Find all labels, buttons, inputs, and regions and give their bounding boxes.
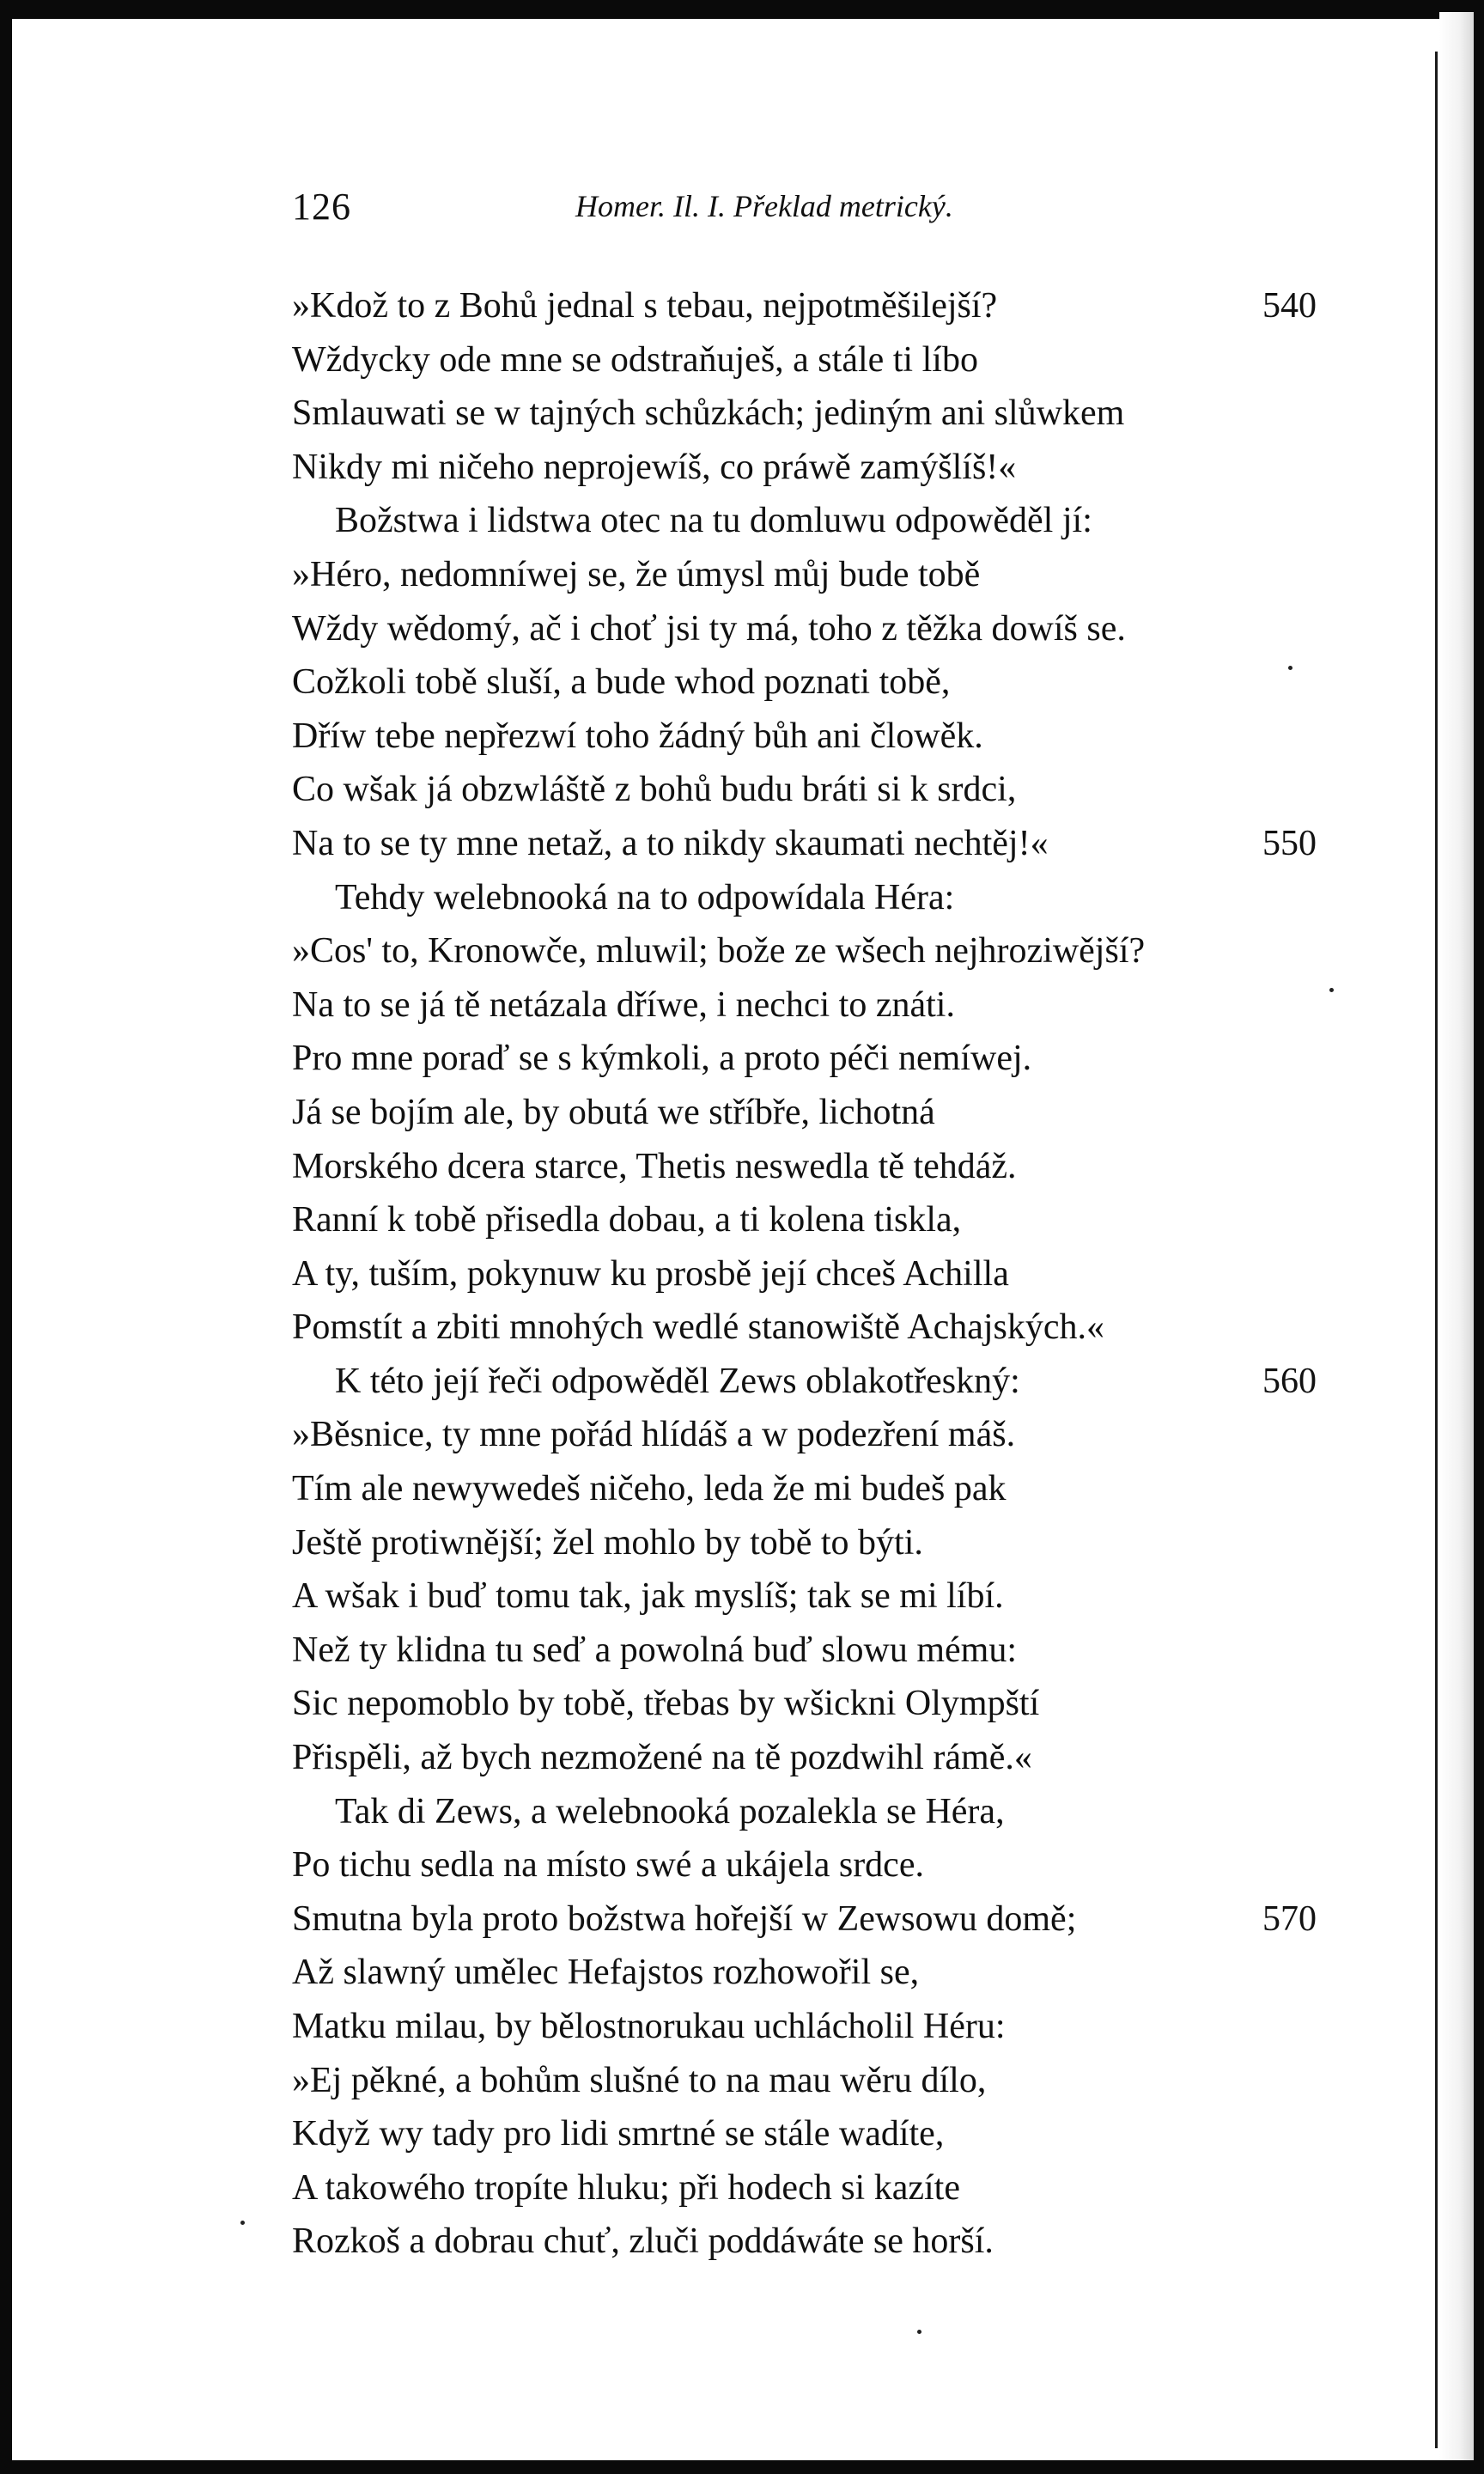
verse-text: Co wšak já obzwláště z bohů budu bráti si k srdci, xyxy=(292,770,1017,810)
verse-line xyxy=(292,494,1340,548)
verse-line xyxy=(292,2215,1340,2269)
verse-line xyxy=(292,1785,1340,1839)
running-title: Homer. Il. I. Překlad metrický. xyxy=(575,189,953,223)
verse-line xyxy=(292,1624,1340,1678)
verse-text: Tak di Zews, a welebnooká pozalekla se Héra, xyxy=(335,1791,1005,1831)
verse-text: Než ty klidna tu seď a powolná buď slowu mému: xyxy=(292,1630,1017,1670)
verse-text: Božstwa i lidstwa otec na tu domluwu odpowěděl jí: xyxy=(335,501,1092,541)
verse-line xyxy=(292,2107,1340,2161)
verse-line xyxy=(292,763,1340,817)
verse-line xyxy=(292,1731,1340,1785)
verse-text: Wždycky ode mne se odstraňuješ, a stále ti líbo xyxy=(292,339,978,380)
verse-line xyxy=(292,1140,1340,1194)
verse-line xyxy=(292,441,1340,495)
verse-line xyxy=(292,655,1340,710)
verse-text: Na to se já tě netázala dříwe, i nechci to znáti. xyxy=(292,984,955,1025)
verse-line xyxy=(292,1247,1340,1301)
verse-text: Tehdy welebnooká na to odpowídala Héra: xyxy=(335,877,955,917)
verse-text: Sic nepomoblo by tobě, třebas by wšickni Olympští xyxy=(292,1684,1040,1724)
verse-text: Já se bojím ale, by obutá we stříbře, lichotná xyxy=(292,1092,935,1132)
verse-text: Matku milau, by bělostnorukau uchlácholil Héru: xyxy=(292,2007,1006,2046)
verse-line xyxy=(292,1355,1340,1409)
verse-line xyxy=(292,1516,1340,1570)
verse-line xyxy=(292,1462,1340,1516)
verse-text: Přispěli, až bych nezmožené na tě pozdwihl rámě.« xyxy=(292,1738,1032,1778)
verse-text: K této její řeči odpowěděl Zews oblakotřeskný: xyxy=(335,1361,1020,1401)
verse-text: Tím ale newywedeš ničeho, leda že mi budeš pak xyxy=(292,1469,1007,1509)
verse-text: Nikdy mi ničeho neprojewíš, co práwě zamýšlíš!« xyxy=(292,447,1017,487)
verse-line xyxy=(292,333,1340,387)
verse-text: Wždy wědomý, ač i choť jsi ty má, toho z těžka dowíš se. xyxy=(292,608,1126,649)
verse-text: Pro mne poraď se s kýmkoli, a proto péči nemíwej. xyxy=(292,1039,1032,1079)
verse-text: Dříw tebe nepřezwí toho žádný bůh ani člowěk. xyxy=(292,716,983,756)
verse-line xyxy=(292,2000,1340,2054)
line-number: 550 xyxy=(1262,823,1317,863)
verse-text: »Cos' to, Kronowče, mluwil; bože ze wšech nejhroziwější? xyxy=(292,931,1146,972)
speck xyxy=(917,2330,921,2334)
page-number: 126 xyxy=(292,186,351,228)
verse-text: Smlauwati se w tajných schůzkách; jediným ani slůwkem xyxy=(292,393,1125,434)
verse-text: Po tichu sedla na místo swé a ukájela srdce. xyxy=(292,1845,924,1886)
verse-line xyxy=(292,1569,1340,1624)
page-header xyxy=(292,185,1340,236)
verse-line xyxy=(292,978,1340,1033)
verse-block xyxy=(292,279,1340,2269)
verse-line xyxy=(292,387,1340,441)
speck xyxy=(240,2221,245,2225)
verse-text: Smutna byla proto božstwa hořejší w Zewsowu domě; xyxy=(292,1898,1077,1939)
verse-text: Když wy tady pro lidi smrtné se stále wadíte, xyxy=(292,2114,945,2154)
verse-line xyxy=(292,548,1340,602)
verse-line xyxy=(292,1946,1340,2000)
verse-text: »Kdož to z Bohů jednal s tebau, nejpotměšilejší? xyxy=(292,286,998,326)
verse-text: Až slawný umělec Hefajstos rozhowořil se, xyxy=(292,1953,920,1993)
verse-line xyxy=(292,710,1340,764)
book-page xyxy=(292,185,1340,2269)
verse-text: A takowého tropíte hluku; při hodech si kazíte xyxy=(292,2167,960,2208)
verse-text: Ještě protiwnější; žel mohlo by tobě to býti. xyxy=(292,1522,923,1563)
verse-line xyxy=(292,1892,1340,1947)
verse-text: Cožkoli tobě sluší, a bude whod poznati tobě, xyxy=(292,662,951,703)
verse-text: »Ej pěkné, a bohům slušné to na mau wěru dílo, xyxy=(292,2060,987,2100)
verse-text: »Héro, nedomníwej se, že úmysl můj bude tobě xyxy=(292,554,981,594)
verse-text: Morského dcera starce, Thetis neswedla tě tehdáž. xyxy=(292,1146,1017,1186)
verse-line xyxy=(292,871,1340,925)
verse-line xyxy=(292,1677,1340,1731)
verse-line xyxy=(292,602,1340,656)
verse-line xyxy=(292,2054,1340,2108)
line-number: 560 xyxy=(1262,1361,1317,1401)
line-number: 540 xyxy=(1262,286,1317,326)
verse-text: A wšak i buď tomu tak, jak myslíš; tak se mi líbí. xyxy=(292,1576,1004,1617)
verse-text: »Běsnice, ty mne pořád hlídáš a w podezření máš. xyxy=(292,1415,1016,1455)
verse-text: A ty, tuším, pokynuw ku prosbě její chceš Achilla xyxy=(292,1253,1009,1294)
verse-line xyxy=(292,924,1340,978)
verse-text: Rozkoš a dobrau chuť, zluči poddáwáte se horší. xyxy=(292,2221,994,2262)
verse-text: Pomstít a zbiti mnohých wedlé stanowiště Achajských.« xyxy=(292,1307,1105,1348)
verse-line xyxy=(292,1032,1340,1086)
verse-line xyxy=(292,1193,1340,1247)
verse-text: Na to se ty mne netaž, a to nikdy skaumati nechtěj!« xyxy=(292,823,1049,863)
line-number: 570 xyxy=(1262,1898,1317,1939)
verse-line xyxy=(292,1086,1340,1140)
verse-line xyxy=(292,2161,1340,2215)
verse-text: Ranní k tobě přisedla dobau, a ti kolena tiskla, xyxy=(292,1200,962,1240)
verse-line xyxy=(292,1838,1340,1892)
verse-line xyxy=(292,1408,1340,1462)
verse-line xyxy=(292,817,1340,871)
verse-line xyxy=(292,279,1340,333)
verse-line xyxy=(292,1301,1340,1355)
